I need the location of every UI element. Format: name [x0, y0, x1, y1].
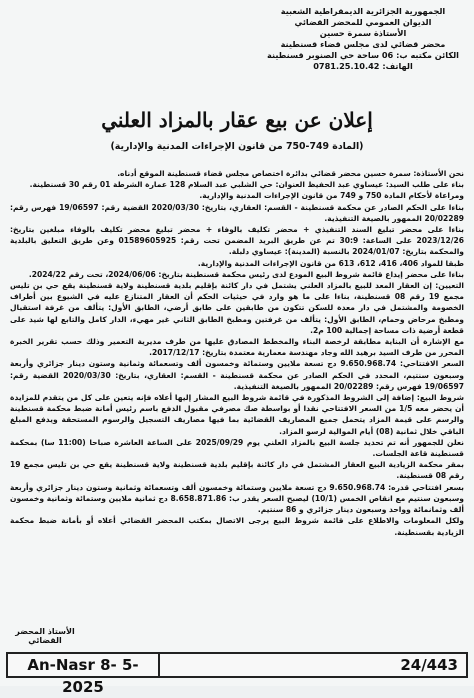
body-paragraph-articles: طبقا للمواد 406، 416، 612، 613 من قانون الإجراءات المدنية والإدارية.: [197, 258, 464, 268]
newspaper-date: An-Nasr 8- 5-2025: [8, 654, 160, 676]
body-paragraph-conditions-deposit: بناءا على محضر إيداع قائمة شروط البيع المودع لدى رئيس محكمة قسنطينة بتاريخ: 2024/06/06، تحت رقم 2024/22.: [28, 269, 464, 279]
body-paragraph-request: بناء على طلب السيد: عيساوي عبد الحفيظ العنوان: حي الشلبي عبد السلام 128 عمارة الشرطة 01 رقم 30 قسنطينة.: [29, 180, 464, 190]
signature-label: الأستاذ المحضر القضائي: [15, 627, 75, 645]
header-line-address: الكائن مكتبه ب: 06 ساحة حي الصنوبر قسنطينة: [267, 50, 459, 61]
body-paragraph-property-description: التعيين: إن العقار المعد للبيع بالمزاد العلني يشتمل في دار كائنة بإقليم بلدية قسنطينة ولاية قسنطينة يقع حي بن تليس مجمع 19 رقم 08 قسنطينة، بناءا على ما هو وارد في حيثيات الحكم أن العقار المتنازع عليه في الشيوع بين أطراف الخصومة والمشتمل في دار معدة للسكن تتكون من طابقين على طابق أرضي، الطابق الأول: يتألف من غرفة استقبال ومطبخ مرحاض وحمام، الطابق الأول: يتألف من غرفتين ومطبخ الطابق الثاني غير مهيء، الدار كامل والتابع لها شيد على قطعة أرضية ذات مساحة إجمالية 100 م2.: [10, 281, 464, 335]
body-paragraph-legal-basis: ومراعاة لأحكام المادة 750 و 749 من قانون الإجراءات المدنية والإدارية.: [199, 191, 464, 201]
body-paragraph-bailiff: نحن الأستاذة: سمرة حسين محضر قضائي بدائرة اختصاص مجلس قضاء قسنطينة الموقع أدناه.: [117, 169, 464, 178]
notice-subtitle: (المادة 749-750 من قانون الإجراءات المدنية والإدارية): [110, 141, 364, 152]
body-paragraph-auction-location: بمقر محكمة الزيادية البيع العقار المشتمل في دار كائنة بإقليم بلدية قسنطينة ولاية قسنطينة يقع حي بن تليس مجمع 19 رقم 08 قسنطينة.: [10, 460, 464, 481]
body-paragraph-sale-conditions: شروط البيع: إضافة إلى الشروط المذكورة في قائمة شروط البيع المشار إليها أعلاه فإنه يتعين على كل من يتقدم للمزايدة أن يحضر معه 1/5 من السعر الافتتاحي نقدا أو بواسطة صك مصرفي مقبول الدفع باسم رئيس أمانة ضبط محكمة قسنطينة والرسم على قيمة المزاد يتحمل جميع المصاريف القضائية بما فيها مصاريف التسجيل والرسوم المستحقة ويدفع المبلغ الباقي خلال ثمانية (08) أيام الموالية لرسو المزاد.: [10, 393, 464, 436]
body-paragraph-auction-date: نعلن للجمهور أنه تم تحديد جلسة البيع بالمزاد العلني يوم 2025/09/29 على الساعة العاشرة صباحا (11:00 سا) بمحكمة قسنطينة قاعة الجلسات.: [10, 437, 464, 459]
body-paragraph-reduced-price: بسعر افتتاحي قدره: 9.650.968.74 دج تسعة ملايين وستمائة وخمسون ألف وتسعمائة وثمانية وستون دينار جزائري وأربعة وسبعون سنتيم مع انقاص الخمس (10/1) ليصبح السعر يقدر ب: 8.658.871.86 دج ثمانية ملايين وستمائة وثمانية وخمسون ألف وثمانمائة وواحد وسبعون دينار جزائري و 86 سنتيم.: [10, 482, 464, 515]
notice-reference: 24/443: [400, 656, 458, 674]
header-line-court: محضر قضائي لدى مجلس قضاء قسنطينة: [280, 39, 446, 50]
header-line-bailiff-name: الأستاذة سمرة حسين: [319, 28, 407, 39]
body-paragraph-notification: بناءا على محضر تبليغ السند التنفيذي + محضر تكليف بالوفاء + محضر تبليغ محضر تكليف بالوفاء مبلغين بتاريخ: 2023/12/26 على الساعة: 30:9 تم عن طريق البريد المضمن تحت رقم: 01589605925 وعن طريق التعليق بالبلدية والمحكمة بتاريخ: 2024/01/07 بالنسبة (المدينة): عيساوي دلبلة.: [10, 225, 464, 257]
office-header: [258, 6, 468, 73]
notice-title: إعلان عن بيع عقار بالمزاد العلني: [101, 108, 373, 132]
header-line-office: الديوان العمومي للمحضر القضائي: [294, 17, 432, 28]
header-line-phone: الهاتف: 0781.25.10.42: [313, 61, 413, 72]
newspaper-footer: [6, 652, 468, 696]
body-paragraph-contact: ولكل المعلومات والاطلاع على قائمة شروط البيع يرجى الاتصال بمكتب المحضر القضائي أعلاه أو بأمانة ضبط محكمة الزيادية بقسنطينة.: [10, 516, 464, 537]
body-paragraph-opening-price: السعر الافتتاحي: 9.650.968.74 دج تسعة ملايين وستمائة وخمسون ألف وتسعمائة وثمانية وستون دينار جزائري وأربعة وسبعون سنتيم، المحدد في الحكم الصادر عن محكمة قسنطينة - القسم: العقاري، بتاريخ: 2020/03/30 القضية رقم: 19/06597 فهرس رقم: 20/02289 الممهور بالصيغة التنفيذية.: [10, 359, 464, 391]
body-paragraph-building-conformity: مع الإشارة أن البناية مطابقة لرخصة البناء والمخطط المصادق عليها من طرف مديرية التعمير وذلك حسب تقرير الخبرة المحرر من طرف السيد برهيد الله وجاد مهندسة معمارية معتمدة بتاريخ: 2017/12/17.: [10, 337, 464, 358]
notice-body: [10, 168, 464, 538]
header-line-republic: الجمهورية الجزائرية الديمقراطية الشعبية: [280, 6, 446, 16]
body-paragraph-judgment: بناءا على الحكم الصادر عن محكمة قسنطينة - القسم: العقاري، بتاريخ: 2020/03/30 القضية رقم: 19/06597 فهرس رقم: 20/02289 الممهور بالصيغة التنفيذية.: [10, 202, 464, 223]
